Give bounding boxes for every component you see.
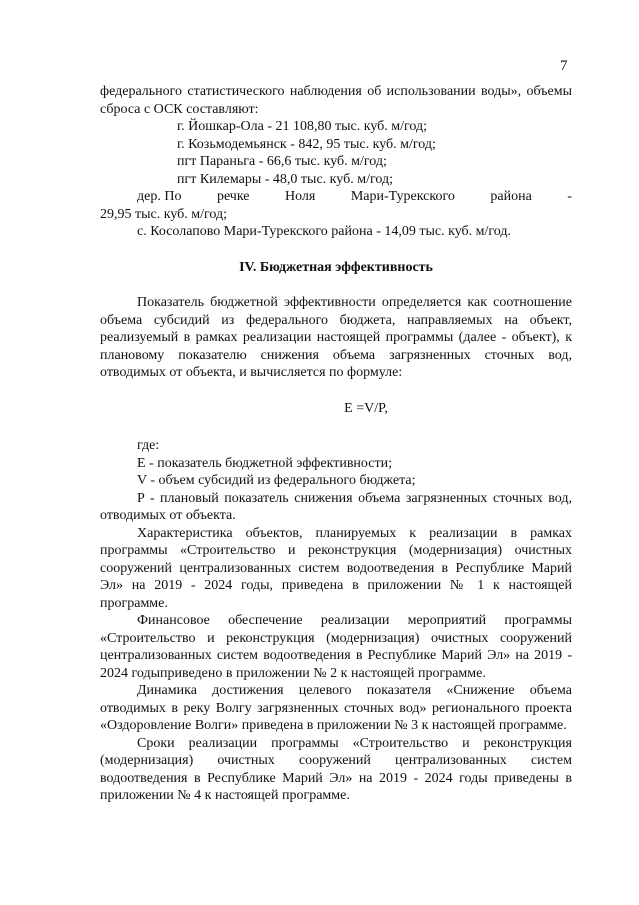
paragraph-dynamics: Динамика достижения целевого показателя «Снижение объема отводимых в реку Волгу загрязненных сточных вод» регионального проекта «Оздоровление Волги» приведена в приложении № 3 к настоящей программе. <box>100 683 572 733</box>
paragraph-financing: Финансовое обеспечение реализации мероприятий программы «Строительство и реконструкция (модернизация) очистных сооружений централизованных систем водоотведения в Республике Марий Эл» на 2019 - 2024 годыприведено в приложении № 2 к настоящей программе. <box>100 613 572 681</box>
intro-paragraph: федерального статистического наблюдения об использовании воды», объемы сброса с ОСК составляют: <box>100 84 572 117</box>
volume-item: пгт Параньга - 66,6 тыс. куб. м/год; <box>177 154 387 169</box>
river-word: Ноля <box>285 189 316 204</box>
paragraph-timeline: Сроки реализации программы «Строительство и реконструкция (модернизация) очистных сооружений централизованных систем водоотведения в Республике Марий Эл» на 2019 - 2024 годы приведены в приложении № 4 к настоящей программе. <box>100 735 572 803</box>
volume-item: г. Козьмодемьянск - 842, 95 тыс. куб. м/год; <box>177 136 436 152</box>
definition-e: E - показатель бюджетной эффективности; <box>137 455 392 471</box>
river-word: речке <box>216 189 250 204</box>
river-word: Мари-Турекского <box>350 189 455 204</box>
volumes-list <box>100 118 572 188</box>
river-word: дер. По <box>137 189 182 204</box>
definition-paragraph: Показатель бюджетной эффективности определяется как соотношение объема субсидий из федерального бюджета, направляемых на объект, реализуемый в рамках реализации настоящей программы (далее - объект), к плановому показателю снижения объема загрязненных сточных вод, отводимых от объекта, и вычисляется по формуле: <box>100 295 572 380</box>
river-continuation: 29,95 тыс. куб. м/год; <box>100 206 228 222</box>
formula: E =V/P, <box>344 400 388 416</box>
volume-item: пгт Килемары - 48,0 тыс. куб. м/год; <box>177 171 393 187</box>
page-number: 7 <box>560 58 568 74</box>
river-word: района <box>490 189 532 204</box>
definition-v: V - объем субсидий из федерального бюджета; <box>137 473 416 488</box>
volume-item-last: с. Косолапово Мари-Турекского района - 14,09 тыс. куб. м/год. <box>137 224 512 239</box>
volume-item-river <box>100 188 572 206</box>
paragraph-characteristics: Характеристика объектов, планируемых к реализации в рамках программы «Строительство и реконструкция (модернизация) очистных сооружений централизованных систем водоотведения в Республике Марий Эл» на 2019 - 2024 годы, приведена в приложении № 1 к настоящей программе. <box>100 525 572 611</box>
river-word: - <box>567 189 572 204</box>
volume-item: г. Йошкар-Ола - 21 108,80 тыс. куб. м/год; <box>177 119 428 134</box>
definition-p: P - плановый показатель снижения объема загрязненных сточных вод, отводимых от объекта. <box>100 490 572 523</box>
section-heading: IV. Бюджетная эффективность <box>239 259 433 275</box>
page-content <box>100 83 572 805</box>
where-label: где: <box>137 438 160 453</box>
